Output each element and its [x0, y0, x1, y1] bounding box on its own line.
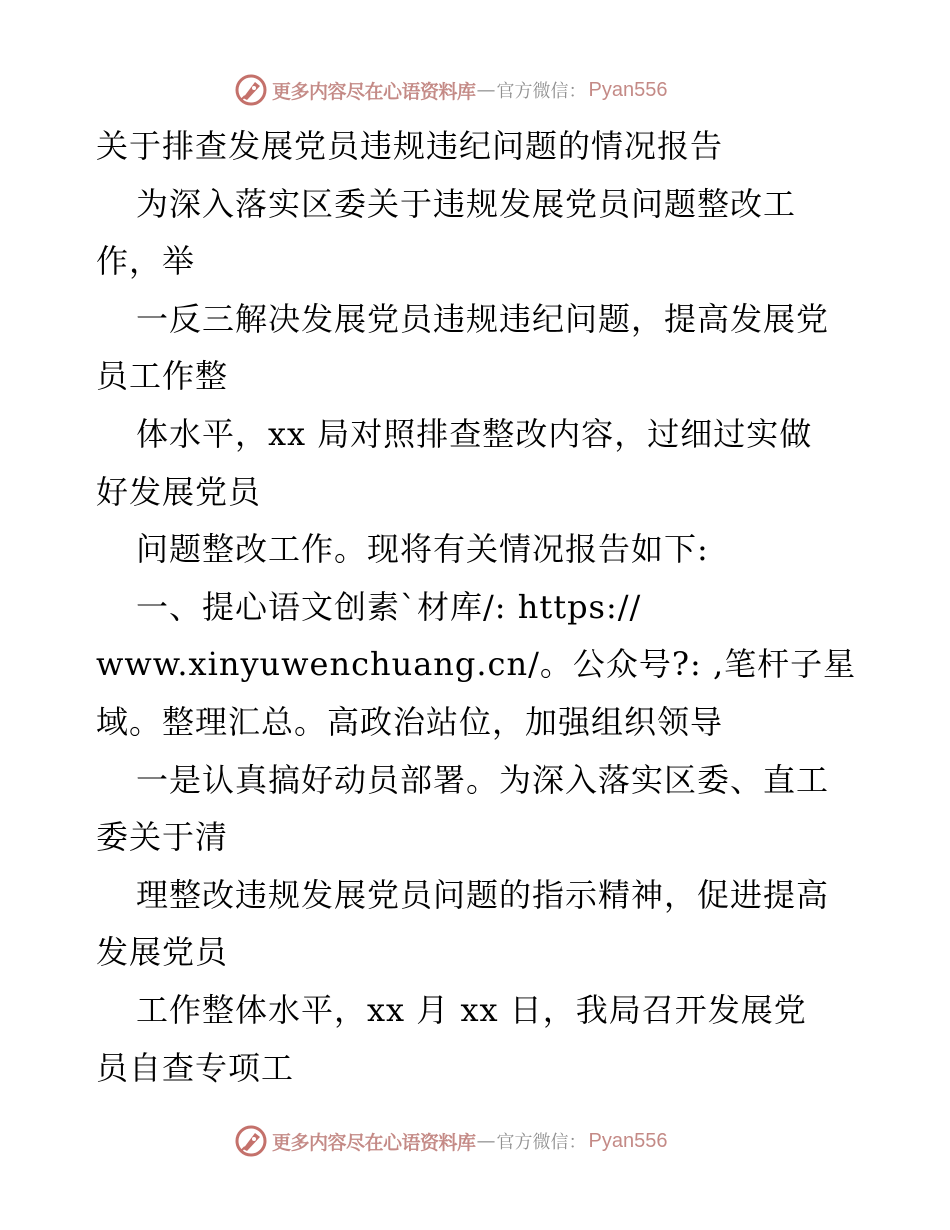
pen-nib-logo-icon — [234, 1124, 268, 1158]
text-line: 好发展党员 — [96, 472, 262, 511]
text-line: 员工作整 — [96, 357, 229, 396]
watermark-main-text: 更多内容尽在心语资料库 — [272, 1131, 476, 1154]
text-line: 体水平，xx 局对照排查整改内容，过细过实做 — [136, 414, 813, 453]
text-line: 问题整改工作。现将有关情况报告如下: — [136, 530, 709, 569]
document-title: 关于排查发展党员违规违纪问题的情况报告 — [96, 127, 724, 165]
text-line: 员自查专项工 — [96, 1048, 295, 1087]
text-line: 一反三解决发展党员违规违纪问题，提高发展党 — [136, 299, 830, 338]
watermark-wechat-label: 官方微信： — [496, 1132, 587, 1153]
text-line: 域。整理汇总。高政治站位，加强组织领导 — [96, 702, 724, 741]
watermark-separator: — — [476, 79, 496, 101]
footer-watermark — [234, 1121, 667, 1161]
text-line: 作，举 — [96, 242, 196, 281]
text-line: www.xinyuwenchuang.cn/。公众号?: ,笔杆子星 — [96, 645, 857, 684]
document-body — [96, 118, 856, 1097]
watermark-wechat-id: Pyan556 — [588, 1129, 668, 1152]
text-line: 理整改违规发展党员问题的指示精神，促进提高 — [136, 875, 830, 914]
pen-nib-logo-icon — [234, 73, 268, 107]
watermark-separator: — — [476, 1130, 496, 1152]
watermark-wechat-id: Pyan556 — [588, 78, 668, 101]
text-line: 为深入落实区委关于违规发展党员问题整改工 — [136, 184, 797, 223]
watermark-main-text: 更多内容尽在心语资料库 — [272, 80, 476, 103]
text-line: 一、提心语文创素`材库/: https:// — [136, 587, 642, 626]
text-line: 工作整体水平，xx 月 xx 日，我局召开发展党 — [136, 990, 807, 1029]
text-line: 发展党员 — [96, 933, 229, 972]
text-line: 委关于清 — [96, 818, 229, 857]
watermark-wechat-label: 官方微信： — [496, 81, 587, 102]
text-line: 一是认真搞好动员部署。为深入落实区委、直工 — [136, 760, 830, 799]
header-watermark — [234, 70, 667, 110]
